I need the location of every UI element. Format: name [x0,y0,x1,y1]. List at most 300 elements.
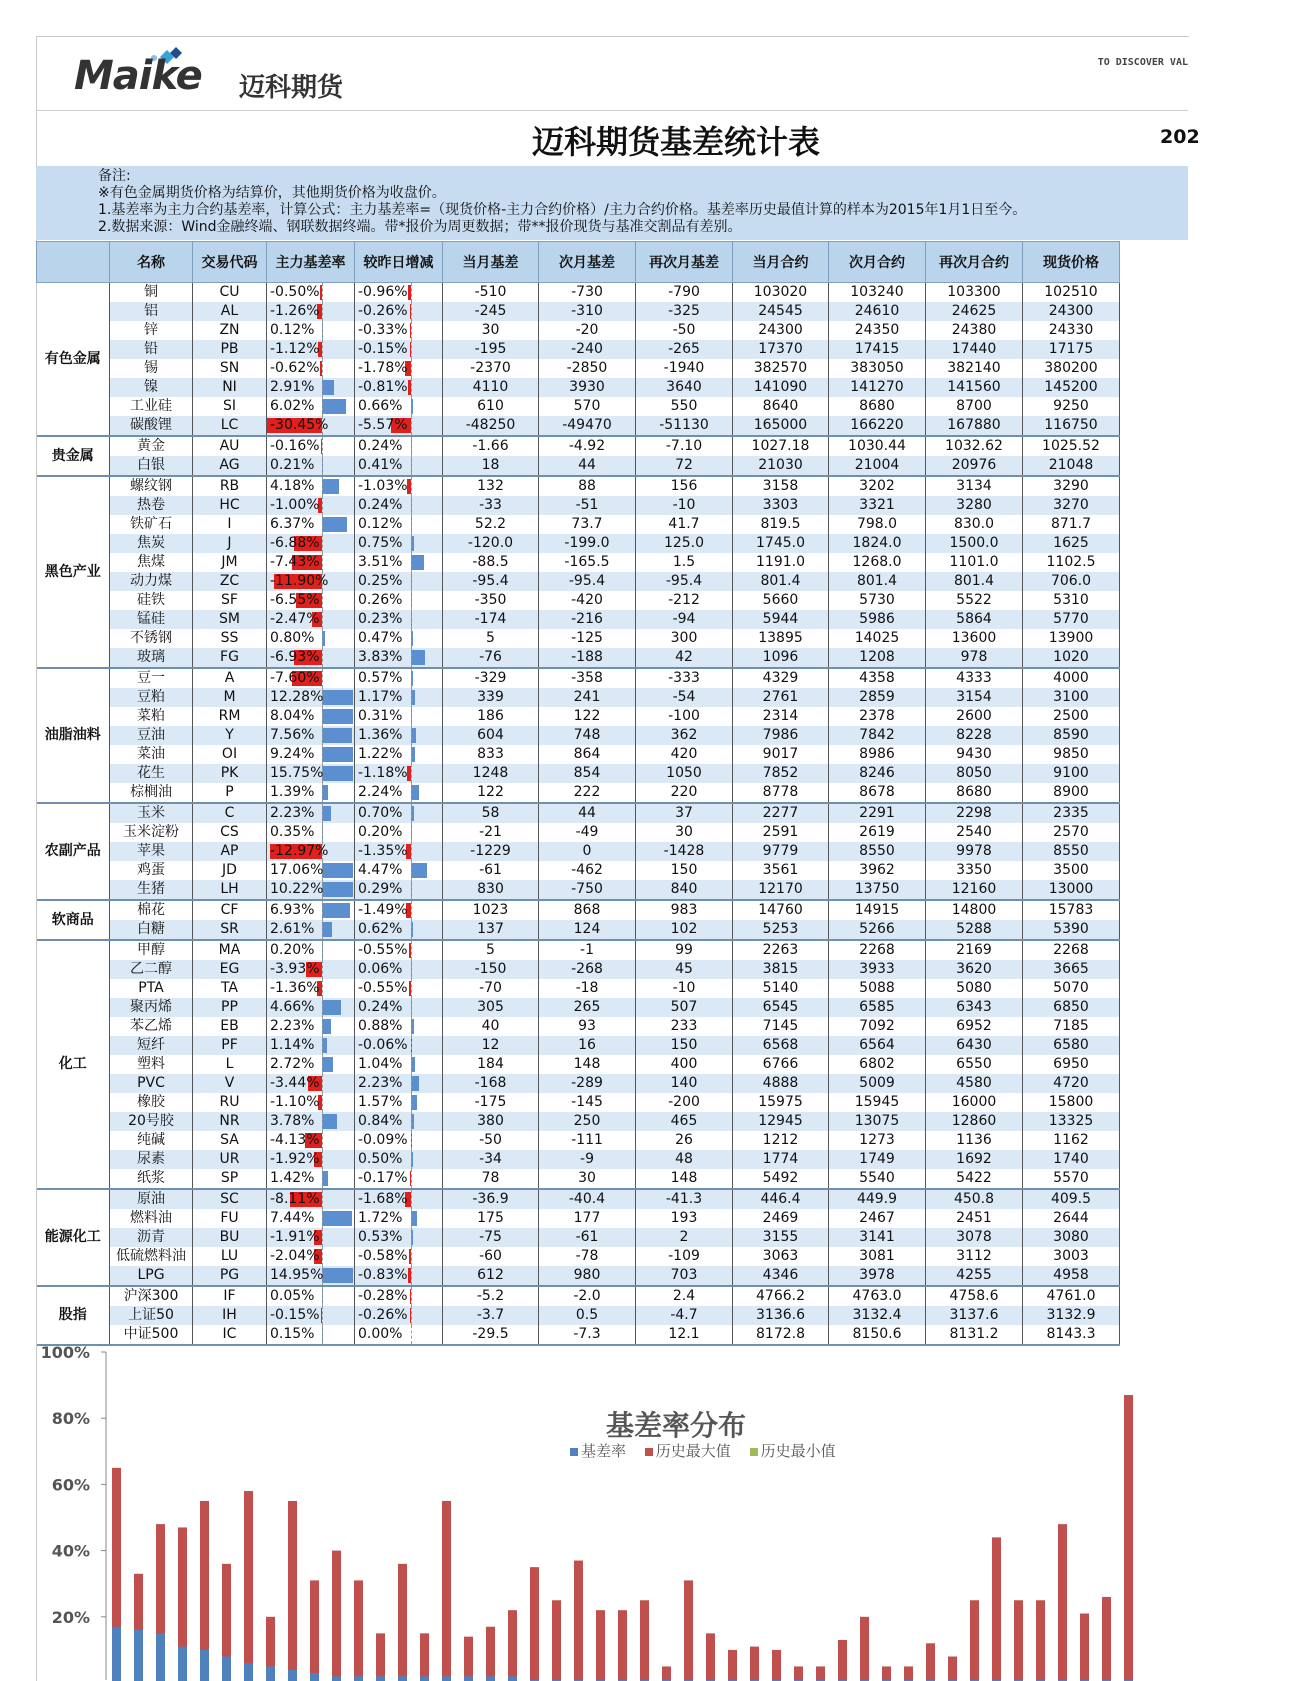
value-cell: 186 [443,707,539,726]
value-cell: -49470 [539,416,636,436]
zero-axis-line [322,1093,323,1112]
value-cell: 122 [443,783,539,803]
bar-historical-max [904,1666,913,1681]
zero-axis-line [411,1325,412,1344]
value-cell: -18 [539,979,636,998]
rate-value: 0.29% [358,880,402,899]
value-cell: 5390 [1023,920,1120,940]
value-cell: 5080 [926,979,1023,998]
zero-axis-line [411,437,412,456]
basis-rate-cell [355,1228,443,1247]
value-cell: 5009 [829,1074,926,1093]
rate-value: 0.24% [358,998,402,1017]
basis-rate-cell [267,1209,355,1228]
value-cell: 30 [636,823,733,842]
code-cell: M [193,688,267,707]
code-cell: SS [193,629,267,648]
zero-axis-line [411,979,412,998]
value-cell: 300 [636,629,733,648]
rate-value: -0.58% [358,1247,408,1266]
rate-value: -0.33% [358,321,408,340]
code-cell: CF [193,900,267,920]
rate-value: 0.12% [270,321,314,340]
value-cell: 3933 [829,960,926,979]
value-cell: 9017 [733,745,829,764]
value-cell: 1101.0 [926,553,1023,572]
value-cell: 4761.0 [1023,1286,1120,1306]
value-cell: 2263 [733,940,829,960]
value-cell: 3665 [1023,960,1120,979]
code-cell: IC [193,1325,267,1345]
value-cell: 4255 [926,1266,1023,1286]
value-cell: -33 [443,496,539,515]
value-cell: -730 [539,283,636,303]
rate-value: 2.72% [270,1055,314,1074]
value-cell: 48 [636,1150,733,1169]
value-cell: 798.0 [829,515,926,534]
zero-axis-line [322,1131,323,1150]
chart-title: 基差率分布 [36,1404,1316,1444]
value-cell: -200 [636,1093,733,1112]
basis-rate-cell [267,940,355,960]
rate-value: -0.62% [270,359,320,378]
bar-historical-max [1080,1613,1089,1681]
basis-rate-cell [267,359,355,378]
rate-value: -1.35% [358,842,408,861]
table-row [37,534,1120,553]
value-cell: 8143.3 [1023,1325,1120,1345]
value-cell: -750 [539,880,636,900]
zero-axis-line [322,1228,323,1247]
value-cell: -212 [636,591,733,610]
value-cell: 507 [636,998,733,1017]
value-cell: -174 [443,610,539,629]
value-cell: 24380 [926,321,1023,340]
bar-historical-max [684,1580,693,1681]
rate-value: -30.45% [270,416,328,435]
value-cell: 8172.8 [733,1325,829,1345]
basis-rate-cell [355,979,443,998]
basis-rate-cell [355,496,443,515]
rate-value: 0.21% [270,456,314,475]
value-cell: 2 [636,1228,733,1247]
bar-historical-max [750,1647,759,1681]
zero-axis-line [411,1074,412,1093]
value-cell: -333 [636,668,733,688]
rate-bar [322,1211,352,1226]
code-cell: UR [193,1150,267,1169]
bar-basis-rate [420,1676,429,1681]
value-cell: 5492 [733,1169,829,1189]
basis-rate-cell [267,1228,355,1247]
category-cell: 软商品 [37,900,110,940]
basis-rate-cell [355,378,443,397]
code-cell: SF [193,591,267,610]
value-cell: -9 [539,1150,636,1169]
table-row [37,1055,1120,1074]
value-cell: 1500.0 [926,534,1023,553]
y-tick-label: 40% [52,1542,90,1561]
basis-rate-cell [355,707,443,726]
basis-rate-cell [267,378,355,397]
rate-value: 12.28% [270,688,323,707]
basis-rate-cell [355,803,443,823]
basis-rate-cell [355,436,443,456]
value-cell: 3930 [539,378,636,397]
table-row [37,1093,1120,1112]
code-cell: SN [193,359,267,378]
name-cell: 豆粕 [110,688,193,707]
value-cell: 0 [539,842,636,861]
value-cell: 13000 [1023,880,1120,900]
value-cell: 2540 [926,823,1023,842]
value-cell: 748 [539,726,636,745]
zero-axis-line [411,1209,412,1228]
zero-axis-line [411,1266,412,1285]
zero-axis-line [411,610,412,629]
value-cell: 6568 [733,1036,829,1055]
basis-rate-cell [267,823,355,842]
zero-axis-line [411,1055,412,1074]
rate-value: 7.56% [270,726,314,745]
bar-historical-max [332,1551,341,1681]
value-cell: 2314 [733,707,829,726]
value-cell: 1248 [443,764,539,783]
rate-value: -0.81% [358,378,408,397]
header-cell: 当月合约 [733,242,829,283]
value-cell: 4766.2 [733,1286,829,1306]
value-cell: 21004 [829,456,926,476]
value-cell: -61 [539,1228,636,1247]
value-cell: 1749 [829,1150,926,1169]
slogan: TO DISCOVER VAL [1098,57,1188,68]
value-cell: 5 [443,940,539,960]
value-cell: 6545 [733,998,829,1017]
name-cell: 豆油 [110,726,193,745]
value-cell: 4720 [1023,1074,1120,1093]
rate-value: 1.39% [270,783,314,802]
basis-rate-cell [355,629,443,648]
value-cell: 1212 [733,1131,829,1150]
rate-value: 0.26% [358,591,402,610]
value-cell: 26 [636,1131,733,1150]
value-cell: 1191.0 [733,553,829,572]
basis-rate-cell [355,1017,443,1036]
bar-historical-max [508,1610,517,1681]
value-cell: 5540 [829,1169,926,1189]
table-row [37,1150,1120,1169]
value-cell: 5986 [829,610,926,629]
rate-value: 0.88% [358,1017,402,1036]
value-cell: 2169 [926,940,1023,960]
zero-axis-line [322,534,323,553]
value-cell: -420 [539,591,636,610]
name-cell: 苹果 [110,842,193,861]
basis-rate-cell [267,572,355,591]
basis-rate-cell [267,979,355,998]
value-cell: -20 [539,321,636,340]
value-cell: 1745.0 [733,534,829,553]
value-cell: 3350 [926,861,1023,880]
rate-value: 0.15% [270,1325,314,1344]
basis-rate-cell [267,900,355,920]
value-cell: 1268.0 [829,553,926,572]
value-cell: 382140 [926,359,1023,378]
basis-rate-cell [355,1150,443,1169]
basis-rate-cell [355,1325,443,1345]
code-cell: P [193,783,267,803]
rate-value: -0.26% [358,302,408,321]
bar-historical-max [552,1600,561,1681]
value-cell: 14025 [829,629,926,648]
rate-bar [322,863,353,878]
value-cell: 5770 [1023,610,1120,629]
basis-rate-cell [267,476,355,496]
value-cell: 93 [539,1017,636,1036]
bar-historical-max [1014,1600,1023,1681]
bar-historical-max [618,1610,627,1681]
value-cell: 400 [636,1055,733,1074]
value-cell: 265 [539,998,636,1017]
value-cell: 7092 [829,1017,926,1036]
value-cell: 222 [539,783,636,803]
bar-historical-max [1036,1600,1045,1681]
basis-rate-cell [355,1112,443,1131]
table-row [37,1228,1120,1247]
bar-historical-max [398,1564,407,1681]
rate-value: 17.06% [270,861,323,880]
rate-bar [322,922,332,937]
value-cell: 140 [636,1074,733,1093]
bar-basis-rate [178,1647,187,1681]
code-cell: HC [193,496,267,515]
value-cell: -195 [443,340,539,359]
rate-bar [411,863,427,878]
rate-value: -0.15% [270,1306,320,1325]
rate-bar [322,399,346,414]
value-cell: 6952 [926,1017,1023,1036]
basis-rate-cell [267,534,355,553]
bar-historical-max [574,1561,583,1681]
value-cell: 2378 [829,707,926,726]
value-cell: 13900 [1023,629,1120,648]
rate-value: 0.24% [358,437,402,456]
value-cell: 132 [443,476,539,496]
zero-axis-line [411,302,412,321]
value-cell: 7986 [733,726,829,745]
zero-axis-line [411,1190,412,1209]
rate-value: 0.66% [358,397,402,416]
zero-axis-line [322,745,323,764]
bar-basis-rate [332,1676,341,1681]
table-row [37,591,1120,610]
rate-value: -7.43% [270,553,320,572]
header-cell-category [37,242,110,283]
value-cell: -76 [443,648,539,668]
value-cell: -36.9 [443,1189,539,1209]
table-header-row [37,242,1120,283]
basis-rate-cell [355,515,443,534]
value-cell: 250 [539,1112,636,1131]
table-row [37,1112,1120,1131]
rate-value: 1.17% [358,688,402,707]
rate-value: 7.44% [270,1209,314,1228]
value-cell: 5310 [1023,591,1120,610]
value-cell: 24330 [1023,321,1120,340]
value-cell: 17415 [829,340,926,359]
code-cell: J [193,534,267,553]
code-cell: ZC [193,572,267,591]
value-cell: 6564 [829,1036,926,1055]
code-cell: SM [193,610,267,629]
value-cell: 983 [636,900,733,920]
code-cell: FU [193,1209,267,1228]
value-cell: 2298 [926,803,1023,823]
category-cell: 黑色产业 [37,476,110,668]
bar-historical-max [970,1600,979,1681]
code-cell: I [193,515,267,534]
name-cell: 螺纹钢 [110,476,193,496]
rate-value: -1.68% [358,1190,408,1209]
rate-bar [322,479,339,494]
name-cell: 燃料油 [110,1209,193,1228]
basis-rate-cell [355,1266,443,1286]
value-cell: 1692 [926,1150,1023,1169]
value-cell: 4958 [1023,1266,1120,1286]
header-cell: 名称 [110,242,193,283]
value-cell: 150 [636,861,733,880]
zero-axis-line [322,515,323,534]
value-cell: -75 [443,1228,539,1247]
name-cell: 聚丙烯 [110,998,193,1017]
value-cell: 184 [443,1055,539,1074]
basis-rate-cell [355,842,443,861]
value-cell: 16000 [926,1093,1023,1112]
value-cell: 830.0 [926,515,1023,534]
value-cell: 6585 [829,998,926,1017]
zero-axis-line [411,941,412,960]
value-cell: 3134 [926,476,1023,496]
value-cell: -61 [443,861,539,880]
value-cell: -50 [443,1131,539,1150]
value-cell: 550 [636,397,733,416]
bar-historical-max [706,1633,715,1681]
basis-rate-cell [267,1306,355,1325]
basis-rate-cell [267,1286,355,1306]
rate-bar [322,380,334,395]
code-cell: EB [193,1017,267,1036]
value-cell: 8228 [926,726,1023,745]
value-cell: 1023 [443,900,539,920]
table-row [37,359,1120,378]
rate-value: 15.75% [270,764,323,783]
value-cell: 3815 [733,960,829,979]
bar-basis-rate [288,1670,297,1681]
basis-rate-cell [267,960,355,979]
basis-rate-cell [355,456,443,476]
rate-value: 0.75% [358,534,402,553]
value-cell: 4333 [926,668,1023,688]
value-cell: 12160 [926,880,1023,900]
value-cell: 8590 [1023,726,1120,745]
category-cell: 股指 [37,1286,110,1345]
rate-value: -1.12% [270,340,320,359]
bar-historical-max [948,1657,957,1681]
basis-rate-cell [267,648,355,668]
value-cell: 8050 [926,764,1023,783]
report-title: 迈科期货基差统计表 [36,117,1316,163]
bar-historical-max [816,1666,825,1681]
bar-historical-max [926,1643,935,1681]
table-row [37,1036,1120,1055]
report-title-bar [36,110,1188,167]
value-cell: 2268 [829,940,926,960]
value-cell: 3500 [1023,861,1120,880]
basis-rate-cell [267,629,355,648]
name-cell: 菜油 [110,745,193,764]
rate-value: -1.91% [270,1228,320,1247]
basis-rate-cell [267,998,355,1017]
value-cell: 122 [539,707,636,726]
value-cell: -168 [443,1074,539,1093]
value-cell: 40 [443,1017,539,1036]
value-cell: 3561 [733,861,829,880]
value-cell: 52.2 [443,515,539,534]
value-cell: -310 [539,302,636,321]
value-cell: 15783 [1023,900,1120,920]
value-cell: 5864 [926,610,1023,629]
category-cell: 能源化工 [37,1189,110,1286]
zero-axis-line [411,1169,412,1188]
zero-axis-line [322,610,323,629]
value-cell: 6802 [829,1055,926,1074]
value-cell: 830 [443,880,539,900]
value-cell: 8680 [926,783,1023,803]
code-cell: NR [193,1112,267,1131]
name-cell: 尿素 [110,1150,193,1169]
value-cell: -94 [636,610,733,629]
basis-rate-cell [355,572,443,591]
basis-rate-cell [355,764,443,783]
value-cell: 9100 [1023,764,1120,783]
table-row [37,378,1120,397]
rate-value: -12.97% [270,842,328,861]
zero-axis-line [411,416,412,435]
value-cell: 8150.6 [829,1325,926,1345]
value-cell: -329 [443,668,539,688]
basis-rate-cell [355,1169,443,1189]
value-cell: 30 [539,1169,636,1189]
value-cell: 17175 [1023,340,1120,359]
zero-axis-line [322,1112,323,1131]
table-row [37,707,1120,726]
table-row [37,803,1120,823]
basis-rate-cell [355,340,443,359]
value-cell: -245 [443,302,539,321]
rate-value: -0.55% [358,941,408,960]
rate-bar [322,1019,331,1034]
value-cell: -111 [539,1131,636,1150]
zero-axis-line [411,783,412,802]
value-cell: 2335 [1023,803,1120,823]
bar-historical-max [354,1580,363,1681]
basis-rate-cell [267,1112,355,1131]
value-cell: 13075 [829,1112,926,1131]
bar-basis-rate [442,1676,451,1681]
value-cell: 7185 [1023,1017,1120,1036]
value-cell: 5422 [926,1169,1023,1189]
value-cell: -88.5 [443,553,539,572]
